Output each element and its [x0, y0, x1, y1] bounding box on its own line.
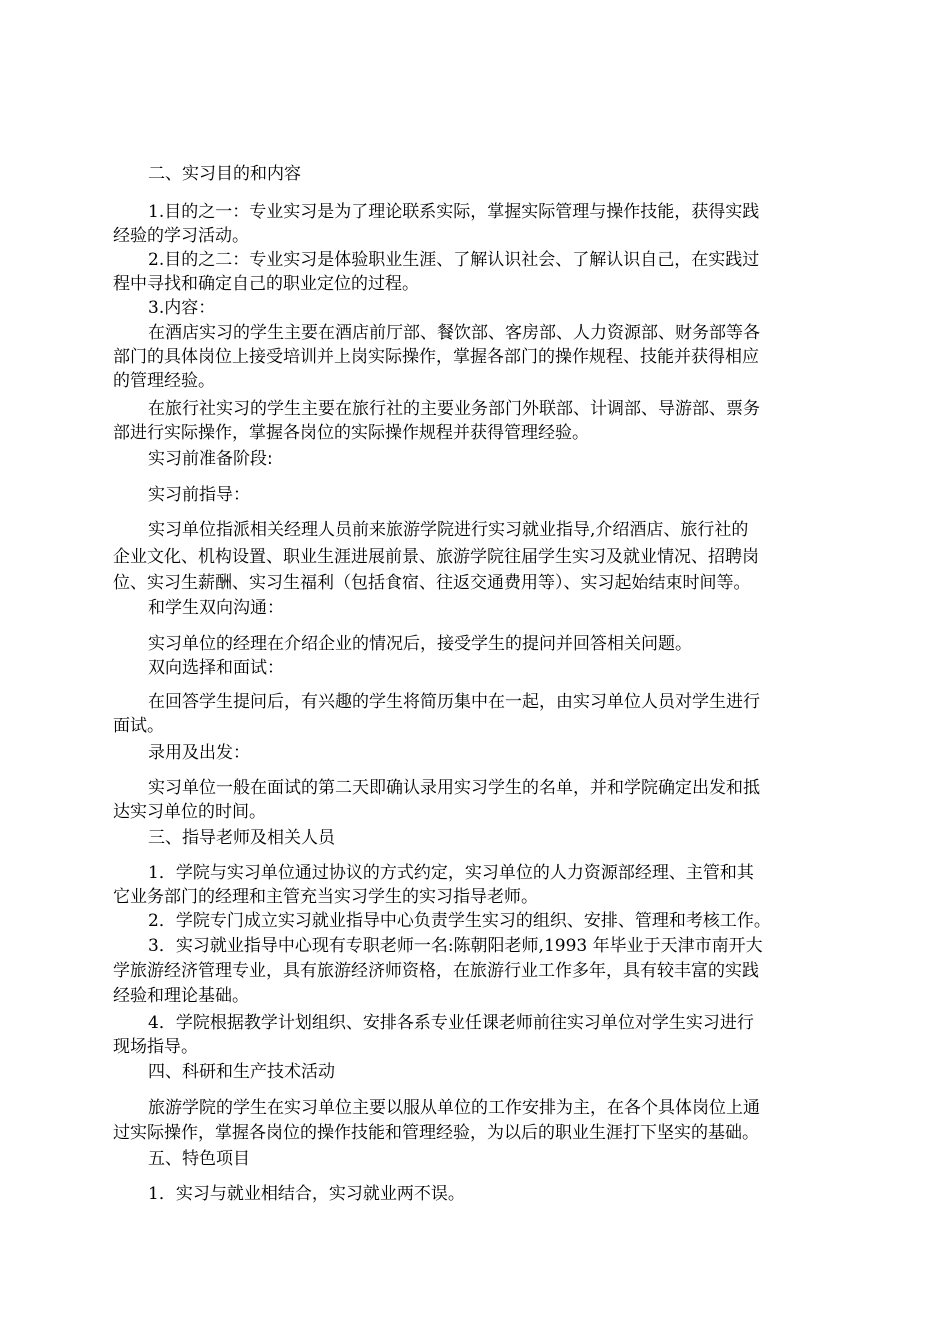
sec3-p1-line-1: 1．学院与实习单位通过协议的方式约定，实习单位的人力资源部经理、主管和其 — [148, 863, 754, 883]
section-5-heading: 五、特色项目 — [148, 1149, 250, 1169]
section-2-heading: 二、实习目的和内容 — [148, 164, 301, 184]
hire-line-1: 实习单位一般在面试的第二天即确认录用实习学生的名单，并和学院确定出发和抵 — [148, 778, 760, 798]
hire-line-2: 达实习单位的时间。 — [113, 802, 266, 822]
guide-heading: 实习前指导： — [148, 485, 250, 505]
hotel-line-1: 在酒店实习的学生主要在酒店前厅部、餐饮部、客房部、人力资源部、财务部等各 — [148, 323, 760, 343]
guide-line-2: 企业文化、机构设置、职业生涯进展前景、旅游学院往届学生实习及就业情况、招聘岗 — [113, 547, 759, 567]
sec3-p4-line-2: 现场指导。 — [113, 1037, 198, 1057]
guide-line-1: 实习单位指派相关经理人员前来旅游学院进行实习就业指导,介绍酒店、旅行社的 — [148, 520, 749, 540]
goal-2-line-2: 程中寻找和确定自己的职业定位的过程。 — [113, 274, 419, 294]
comm-text: 实习单位的经理在介绍企业的情况后，接受学生的提问并回答相关问题。 — [148, 634, 692, 654]
content-label: 3.内容： — [148, 298, 216, 318]
hotel-line-3: 的管理经验。 — [113, 371, 215, 391]
comm-heading: 和学生双向沟通： — [148, 598, 284, 618]
select-heading: 双向选择和面试： — [148, 658, 284, 678]
hotel-line-2: 部门的具体岗位上接受培训并上岗实际操作，掌握各部门的操作规程、技能并获得相应 — [113, 347, 759, 367]
prep-heading: 实习前准备阶段: — [148, 449, 273, 469]
section-4-heading: 四、科研和生产技术活动 — [148, 1062, 335, 1082]
sec4-line-1: 旅游学院的学生在实习单位主要以服从单位的工作安排为主，在各个具体岗位上通 — [148, 1098, 760, 1118]
agency-line-2: 部进行实际操作，掌握各岗位的实际操作规程并获得管理经验。 — [113, 423, 589, 443]
select-line-2: 面试。 — [113, 716, 164, 736]
sec5-p1: 1．实习与就业相结合，实习就业两不误。 — [148, 1184, 465, 1204]
agency-line-1: 在旅行社实习的学生主要在旅行社的主要业务部门外联部、计调部、导游部、票务 — [148, 399, 760, 419]
sec3-p2: 2．学院专门成立实习就业指导中心负责学生实习的组织、安排、管理和考核工作。 — [148, 911, 771, 931]
sec3-p3-line-3: 经验和理论基础。 — [113, 986, 249, 1006]
select-line-1: 在回答学生提问后，有兴趣的学生将简历集中在一起，由实习单位人员对学生进行 — [148, 692, 760, 712]
sec3-p3-line-1: 3．实习就业指导中心现有专职老师一名:陈朝阳老师,1993 年毕业于天津市南开大 — [148, 936, 763, 956]
sec4-line-2: 过实际操作，掌握各岗位的操作技能和管理经验，为以后的职业生涯打下坚实的基础。 — [113, 1123, 759, 1143]
goal-1-line-2: 经验的学习活动。 — [113, 226, 249, 246]
guide-line-3: 位、实习生薪酬、实习生福利（包括食宿、往返交通费用等）、实习起始结束时间等。 — [113, 573, 751, 593]
sec3-p4-line-1: 4．学院根据教学计划组织、安排各系专业任课老师前往实习单位对学生实习进行 — [148, 1013, 754, 1033]
goal-1-line-1: 1.目的之一：专业实习是为了理论联系实际，掌握实际管理与操作技能，获得实践 — [148, 202, 760, 222]
goal-2-line-1: 2.目的之二：专业实习是体验职业生涯、了解认识社会、了解认识自己，在实践过 — [148, 250, 760, 270]
sec3-p3-line-2: 学旅游经济管理专业，具有旅游经济师资格，在旅游行业工作多年，具有较丰富的实践 — [113, 961, 759, 981]
sec3-p1-line-2: 它业务部门的经理和主管充当实习学生的实习指导老师。 — [113, 887, 538, 907]
section-3-heading: 三、指导老师及相关人员 — [148, 828, 335, 848]
hire-heading: 录用及出发： — [148, 743, 250, 763]
